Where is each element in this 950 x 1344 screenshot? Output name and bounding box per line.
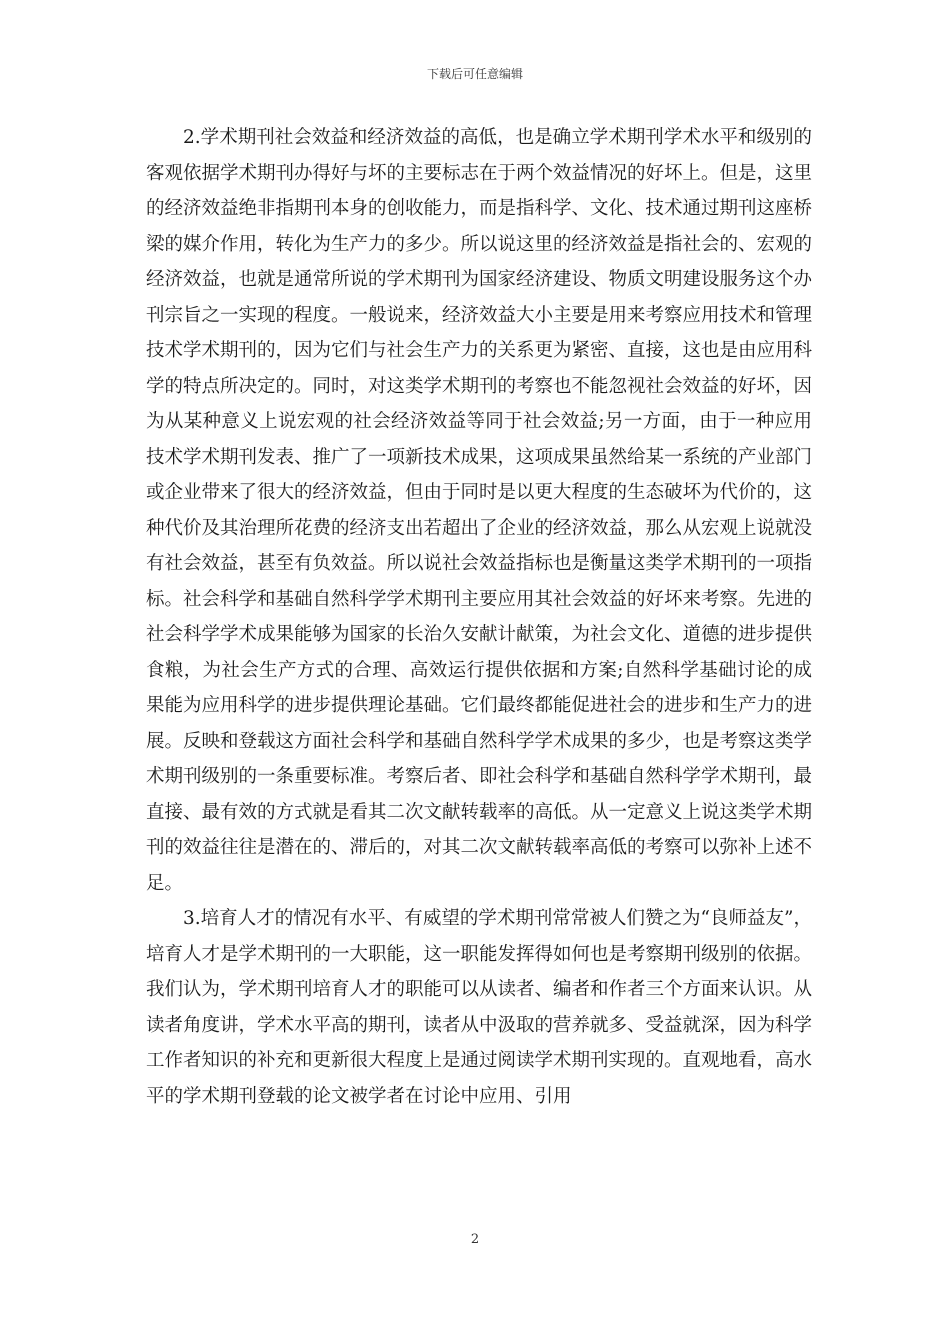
paragraph-section-3: 3.培育人才的情况有水平、有威望的学术期刊常常被人们赞之为“良师益友”，培育人才是学术期刊的一大职能，这一职能发挥得如何也是考察期刊级别的依据。我们认为，学术期刊培育人才的职能可以从读者、编者和作者三个方面来认识。从读者角度讲，学术水平高的期刊，读者从中汲取的营养就多、受益就深，因为科学工作者知识的补充和更新很大程度上是通过阅读学术期刊实现的。直观地看，高水平的学术期刊登载的论文被学者在讨论中应用、引用 [146, 908, 813, 1107]
document-body [146, 120, 812, 1114]
page-number: 2 [470, 1232, 480, 1247]
page-header: 下载后可任意编辑 [426, 67, 523, 81]
paragraph-section-2: 2.学术期刊社会效益和经济效益的高低，也是确立学术期刊学术水平和级别的客观依据学术期刊办得好与坏的主要标志在于两个效益情况的好坏上。但是，这里的经济效益绝非指期刊本身的创收能力，而是指科学、文化、技术通过期刊这座桥梁的媒介作用，转化为生产力的多少。所以说这里的经济效益是指社会的、宏观的经济效益，也就是通常所说的学术期刊为国家经济建设、物质文明建设服务这个办刊宗旨之一实现的程度。一般说来，经济效益大小主要是用来考察应用技术和管理技术学术期刊的，因为它们与社会生产力的关系更为紧密、直接，这也是由应用科学的特点所决定的。同时，对这类学术期刊的考察也不能忽视社会效益的好坏，因为从某种意义上说宏观的社会经济效益等同于社会效益;另一方面，由于一种应用技术学术期刊发表、推广了一项新技术成果，这项成果虽然给某一系统的产业部门或企业带来了很大的经济效益，但由于同时是以更大程度的生态破坏为代价的，这种代价及其治理所花费的经济支出若超出了企业的经济效益，那么从宏观上说就没有社会效益，甚至有负效益。所以说社会效益指标也是衡量这类学术期刊的一项指标。社会科学和基础自然科学学术期刊主要应用其社会效益的好坏来考察。先进的社会科学学术成果能够为国家的长治久安献计献策，为社会文化、道德的进步提供食粮，为社会生产方式的合理、高效运行提供依据和方案;自然科学基础讨论的成果能为应用科学的进步提供理论基础。它们最终都能促进社会的进步和生产力的进展。反映和登载这方面社会科学和基础自然科学学术成果的多少，也是考察这类学术期刊级别的一条重要标准。考察后者、即社会科学和基础自然科学学术期刊，最直接、最有效的方式就是看其二次文献转载率的高低。从一定意义上说这类学术期刊的效益往往是潜在的、滞后的，对其二次文献转载率高低的考察可以弥补上述不足。 [146, 127, 813, 894]
